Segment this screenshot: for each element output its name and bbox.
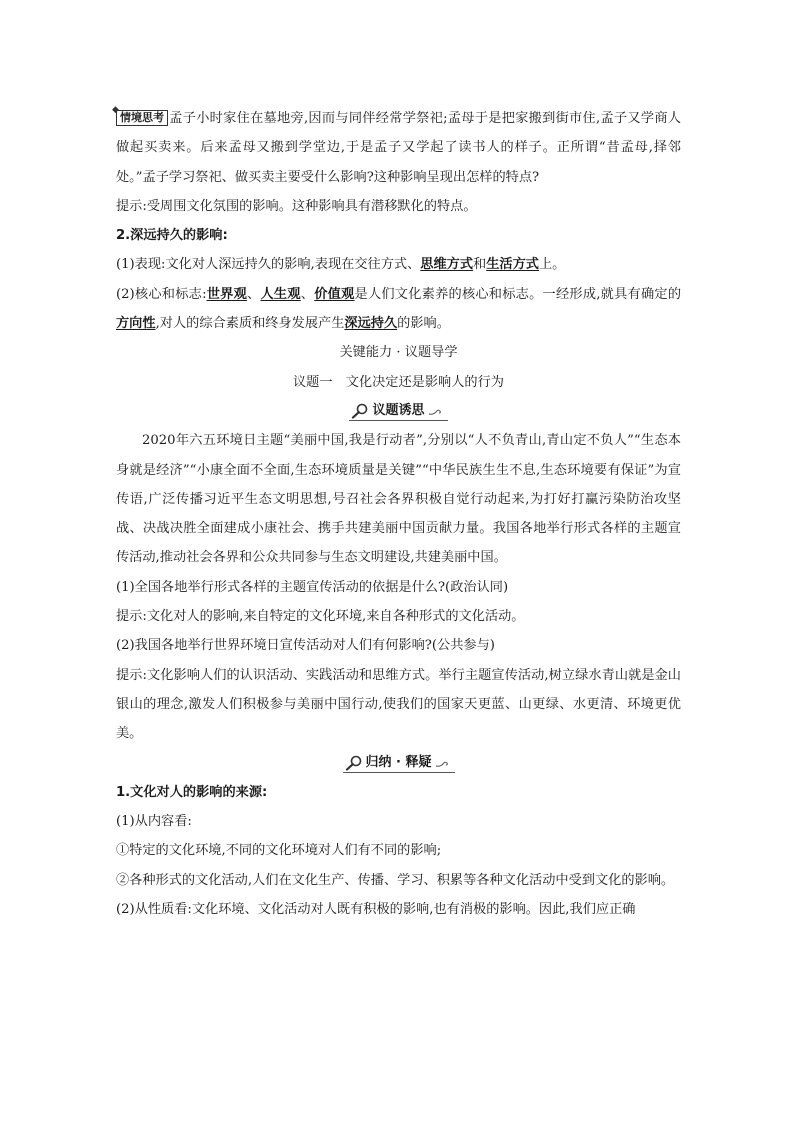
key-ability-title: 关键能力 · 议题导学	[339, 345, 458, 361]
summary-sub-2: (2)从性质看:文化环境、文化活动对人既有积极的影响,也有消极的影响。因此,我们应正确	[116, 902, 636, 918]
text-span: 和	[473, 257, 487, 273]
swirl-ornament-icon	[428, 406, 442, 416]
magnifier-icon	[351, 403, 369, 419]
keyword-far-reaching: 深远持久	[344, 316, 398, 332]
section-2-heading	[116, 221, 681, 250]
topic-inquiry-banner-row	[116, 397, 681, 426]
magnifier-icon	[345, 755, 363, 771]
summary-banner-row	[116, 749, 681, 778]
answer-1: 提示:文化对人的影响,来自特定的文化环境,来自各种形式的文化活动。	[116, 609, 525, 625]
text-span: (1)表现:文化对人深远持久的影响,表现在交往方式、	[116, 257, 421, 273]
summary-label: 归纳 · 释疑	[365, 754, 432, 770]
scenario-paragraph	[112, 104, 681, 192]
summary-item-2: ②各种形式的文化活动,人们在文化生产、传播、学习、积累等各种文化活动中受到文化的影响。	[116, 872, 675, 888]
topic-inquiry-banner	[349, 402, 447, 421]
keyword-outlook-on-life: 人生观	[260, 286, 301, 302]
text-span: 上。	[538, 257, 566, 273]
diamond-icon: ◆	[112, 105, 119, 115]
keyword-values: 价值观	[314, 286, 355, 302]
scenario-text: 孟子小时家住在墓地旁,因而与同伴经常学祭祀;孟母于是把家搬到街市住,孟子又学商人做起买卖来。后来孟母又搬到学堂边,于是孟子又学起了读书人的样子。正所谓“昔孟母,择邻处。”孟子学习祭祀、做买卖主要受什么影响?这种影响呈现出怎样的特点?	[116, 111, 681, 185]
keyword-lifestyle: 生活方式	[486, 257, 539, 273]
summary-banner	[343, 754, 455, 773]
keyword-worldview: 世界观	[206, 286, 248, 302]
section-2-point-1	[116, 250, 681, 279]
keyword-direction: 方向性	[116, 316, 156, 332]
text-span: ,对人的综合素质和终身发展产生	[155, 316, 345, 332]
summary-heading	[116, 778, 681, 807]
text-span: 、	[300, 286, 315, 302]
text-span: 是人们文化素养的核心和标志。一经形成,就具有确定的	[354, 286, 682, 302]
text-span: (2)核心和标志:	[116, 286, 207, 302]
topic-inquiry-label: 议题诱思	[372, 402, 425, 418]
scenario-badge-label: 情境思考	[120, 111, 164, 124]
scenario-hint: 提示:受周围文化氛围的影响。这种影响具有潜移默化的特点。	[116, 198, 477, 214]
text-span: 的影响。	[397, 316, 450, 332]
scenario-badge	[112, 105, 168, 126]
question-1: (1)全国各地举行形式各样的主题宣传活动的依据是什么?(政治认同)	[116, 579, 509, 595]
summary-item-1: ①特定的文化环境,不同的文化环境对人们有不同的影响;	[116, 843, 442, 859]
keyword-thinking-mode: 思维方式	[420, 257, 474, 273]
section-2-heading-text: 2.深远持久的影响:	[116, 228, 228, 244]
answer-2: 提示:文化影响人们的认识活动、实践活动和思维方式。举行主题宣传活动,树立绿水青山就是金山银山的理念,激发人们积极参与美丽中国行动,使我们的国家天更蓝、山更绿、水更清、环境更优美。	[116, 667, 681, 742]
topic-title: 议题一 文化决定还是影响人的行为	[293, 374, 504, 390]
environment-day-passage: 2020年六五环境日主题“美丽中国,我是行动者”,分别以“人不负青山,青山定不负人”“生态本身就是经济”“小康全面不全面,生态环境质量是关键”“中华民族生生不息,生态环境要有保证”为宣传语,广泛传播习近平生态文明思想,号召社会各界积极自觉行动起来,为打好打赢污染防治攻坚战、决战决胜全面建成小康社会、携手共建美丽中国贡献力量。我国各地举行形式各样的主题宣传活动,推动社会各界和公众共同参与生态文明建设,共建美丽中国。	[116, 433, 681, 566]
section-2-point-2	[116, 280, 681, 339]
text-span: 、	[247, 286, 261, 302]
summary-sub-1: (1)从内容看:	[116, 814, 192, 830]
question-2: (2)我国各地举行世界环境日宣传活动对人们有何影响?(公共参与)	[116, 638, 495, 654]
summary-heading-text: 1.文化对人的影响的来源:	[116, 784, 268, 800]
document-content	[112, 104, 682, 924]
swirl-ornament-icon	[435, 758, 449, 768]
